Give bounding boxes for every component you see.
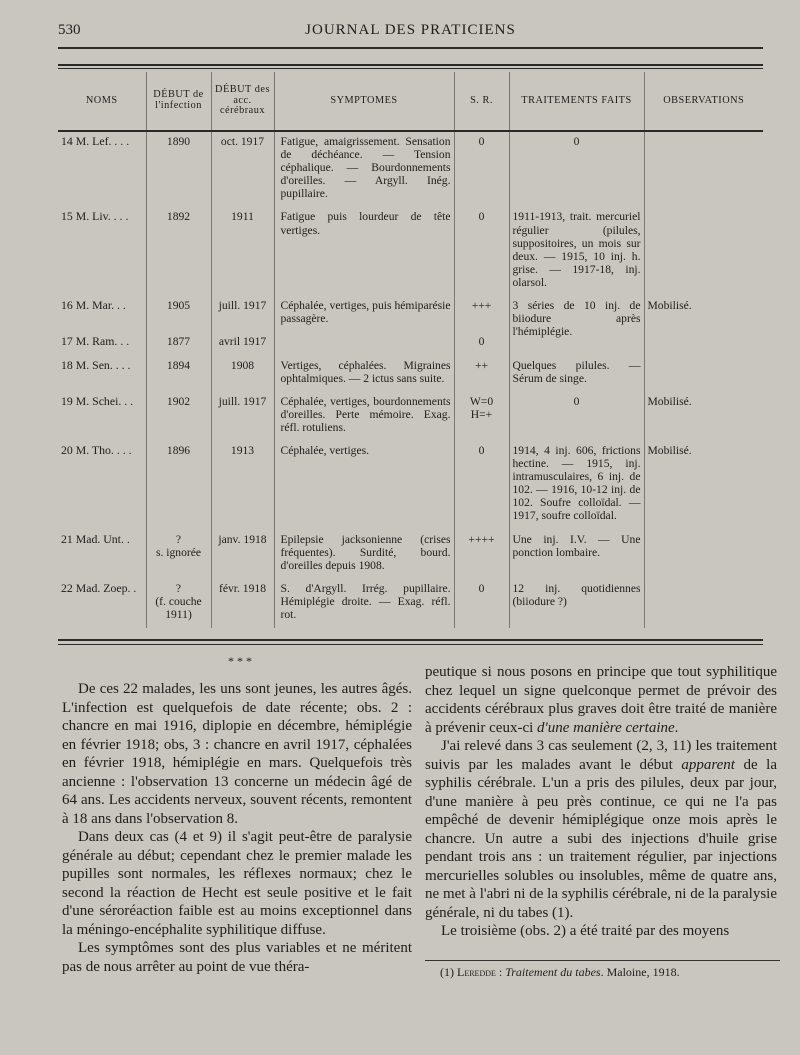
cerebral-onset: juill. 1917 — [211, 392, 274, 441]
sero-reaction: ++++ — [454, 530, 509, 579]
treatments: Une inj. I.V. — Une ponction lombaire. — [509, 530, 644, 579]
col-header: S. R. — [454, 72, 509, 131]
footnote-rest: . Maloine, 1918. — [600, 965, 680, 979]
observations: Mobilisé. — [644, 441, 763, 530]
paragraph: Le troisième (obs. 2) a été traité par des moyens — [441, 923, 730, 939]
footnote-author: Leredde — [457, 965, 496, 979]
observations: Mobilisé. — [644, 392, 763, 441]
observations — [644, 207, 763, 296]
sero-reaction: 0 — [454, 207, 509, 296]
infection-date: 1894 — [146, 356, 211, 392]
observations — [644, 579, 763, 628]
observations — [644, 131, 763, 207]
emphasis: d'une manière certaine — [537, 719, 675, 736]
paragraph — [425, 663, 777, 737]
paragraph — [425, 737, 777, 922]
sero-reaction: 0 — [454, 131, 509, 207]
cerebral-onset: avril 1917 — [211, 332, 274, 355]
infection-date: 1890 — [146, 131, 211, 207]
section-separator: * * * — [228, 654, 252, 668]
patient-name: 15 M. Liv. . . . — [61, 209, 129, 224]
table-header-row — [58, 72, 763, 131]
sero-reaction: +++ — [454, 296, 509, 332]
col-header: DÉBUT des acc. cérébraux — [211, 72, 274, 131]
paragraph: Dans deux cas (4 et 9) il s'agit peut-être de paralysie générale au début; cependant chez le premier malade les pupilles sont normales, les réflexes normaux; chez le second la réaction de Hecht est seule positive et le fait d'une séroréaction faible est au moins exceptionnel dans la méningo-encéphalite syphilitique diffuse. — [62, 829, 412, 938]
cerebral-onset: juill. 1917 — [211, 296, 274, 332]
patient-name: 21 Mad. Unt. . — [61, 531, 130, 546]
observations — [644, 356, 763, 392]
infection-date: ? (f. couche 1911) — [146, 579, 211, 628]
paragraph: De ces 22 malades, les uns sont jeunes, les autres âgés. L'infection est quelquefois de date récente; obs. 2 : chancre en mai 1916, diplopie en décembre, hémiplégie en février 1918; obs, 3 : chancre en avril 1917, céphalées en février 1918, hémiplégie en mars. Quelquefois très ancienne : l'observation 13 concerne un médecin âgé de 64 ans. Les accidents nerveux, souvent récents, remontent à 18 ans dans l'observation 8. — [62, 681, 412, 827]
patient-name: 16 M. Mar. . . — [61, 298, 126, 313]
treatments: 1911-1913, trait. mercuriel régulier (pilules, suppositoires, un mois sur deux. — 1915, 10 inj. h. grise. — 1917-18, inj. olarsol. — [509, 207, 644, 296]
sero-reaction: 0 — [454, 579, 509, 628]
col-header: NOMS — [58, 72, 146, 131]
footnote-sep: : — [495, 965, 506, 979]
patient-name: 22 Mad. Zoep. . — [61, 580, 137, 595]
patient-name: 17 M. Ram. . . — [61, 334, 130, 349]
table-row — [58, 356, 763, 392]
infection-date: 1877 — [146, 332, 211, 355]
infection-date: 1896 — [146, 441, 211, 530]
page-number: 530 — [58, 22, 81, 38]
table-top-rule-thin — [58, 68, 763, 69]
table-row — [58, 296, 763, 332]
cerebral-onset: oct. 1917 — [211, 131, 274, 207]
footnote-rule — [425, 960, 780, 961]
infection-date: 1892 — [146, 207, 211, 296]
col-header: OBSERVATIONS — [644, 72, 763, 131]
patient-name: 20 M. Tho. . . . — [61, 443, 132, 458]
infection-date: ? s. ignorée — [146, 530, 211, 579]
symptoms: Vertiges, céphalées. Migraines ophtalmiques. — 2 ictus sans suite. — [274, 356, 454, 392]
sero-reaction: 0 — [454, 441, 509, 530]
cerebral-onset: janv. 1918 — [211, 530, 274, 579]
patients-table — [58, 72, 763, 628]
cerebral-onset: 1908 — [211, 356, 274, 392]
col-header: TRAITEMENTS FAITS — [509, 72, 644, 131]
observations — [644, 530, 763, 579]
observations: Mobilisé. — [644, 296, 763, 356]
cerebral-onset: 1911 — [211, 207, 274, 296]
table-bottom-rule-thin — [58, 644, 763, 645]
left-column — [62, 680, 412, 976]
symptoms: Epilepsie jacksonienne (crises fréquentes). Surdité, bourd. d'oreilles depuis 1908. — [274, 530, 454, 579]
cerebral-onset: févr. 1918 — [211, 579, 274, 628]
symptoms: Céphalée, vertiges, bourdonnements d'oreilles. Perte mémoire. Exag. réfl. rotuliens. — [274, 392, 454, 441]
table-row — [58, 441, 763, 530]
symptoms: S. d'Argyll. Irrég. pupillaire. Hémiplégie droite. — Exag. réfl. rot. — [274, 579, 454, 628]
text-run: peutique si nous posons en principe que tout syphilitique chez lequel un signe quelconque permet de prévoir des accidents cérébraux plus graves doit être traité de manière à prévenir ceux-ci — [425, 664, 777, 736]
treatments: 3 séries de 10 inj. de biiodure après l'hémiplégie. — [509, 296, 644, 356]
infection-date: 1905 — [146, 296, 211, 332]
text-run: . — [674, 719, 679, 736]
treatments: 0 — [509, 392, 644, 441]
patient-name: 18 M. Sen. . . . — [61, 357, 131, 372]
treatments: Quelques pilules. — Sérum de singe. — [509, 356, 644, 392]
symptoms: Céphalée, vertiges. — [274, 441, 454, 530]
table-bottom-rule — [58, 639, 763, 641]
header-rule — [58, 47, 763, 49]
sero-reaction: ++ — [454, 356, 509, 392]
footnote-title: Traitement du tabes — [505, 965, 601, 979]
symptoms: Fatigue puis lourdeur de tête vertiges. — [274, 207, 454, 296]
running-header — [58, 22, 763, 42]
text-run: de la syphilis cérébrale. L'un a pris des pilules, deux par jour, d'une manière à peu près continue, ce qui ne l'a pas empêché de devenir hémiplégique onze mois après le chancre. Un autre a subi des injections d'huile grise pendant trois ans : un traitement régulier, par injections mercurielles solubles ou insolubles, même de quatre ans, ne met à l'abri ni de la syphilis cérébrale, ni de la paralysie générale, ni du tabes (1). — [425, 756, 778, 921]
table-row — [58, 579, 763, 628]
table-row — [58, 207, 763, 296]
symptoms: Fatigue, amaigrissement. Sensation de déchéance. — Tension céphalique. — Bourdonnements d'oreilles. — Argyll. Inég. pupillaire. — [274, 131, 454, 207]
patient-name: 19 M. Schei. . . — [61, 393, 134, 408]
table-row — [58, 131, 763, 207]
col-header: DÉBUT de l'infection — [146, 72, 211, 131]
paragraph: Les symptômes sont des plus variables et ne méritent pas de nous arrêter au point de vue théra- — [62, 940, 412, 975]
footnote — [440, 965, 680, 980]
cerebral-onset: 1913 — [211, 441, 274, 530]
patient-name: 14 M. Lef. . . . — [61, 134, 130, 148]
table-row — [58, 392, 763, 441]
table-top-rule — [58, 64, 763, 66]
table-row — [58, 530, 763, 579]
treatments: 12 inj. quotidiennes (biiodure ?) — [509, 579, 644, 628]
footnote-marker: (1) — [440, 965, 457, 979]
symptoms — [274, 332, 454, 355]
treatments: 0 — [509, 131, 644, 207]
symptoms: Céphalée, vertiges, puis hémiparésie passagère. — [274, 296, 454, 332]
col-header: SYMPTOMES — [274, 72, 454, 131]
sero-reaction: W=0 H=+ — [454, 392, 509, 441]
text-run: J'ai relevé dans 3 cas seulement (2, 3, 11) les traitement suivis par les malades avant le début — [425, 738, 777, 773]
infection-date: 1902 — [146, 392, 211, 441]
right-column — [425, 663, 777, 941]
emphasis: apparent — [681, 756, 735, 773]
journal-title: JOURNAL DES PRATICIENS — [305, 22, 516, 38]
treatments: 1914, 4 inj. 606, frictions hectine. — 1915, inj. intramusculaires, 6 inj. de 102. — 1916, 10-12 inj. de 102. Soufre colloïdal. — 1917, soufre colloïdal. — [509, 441, 644, 530]
sero-reaction: 0 — [454, 332, 509, 355]
